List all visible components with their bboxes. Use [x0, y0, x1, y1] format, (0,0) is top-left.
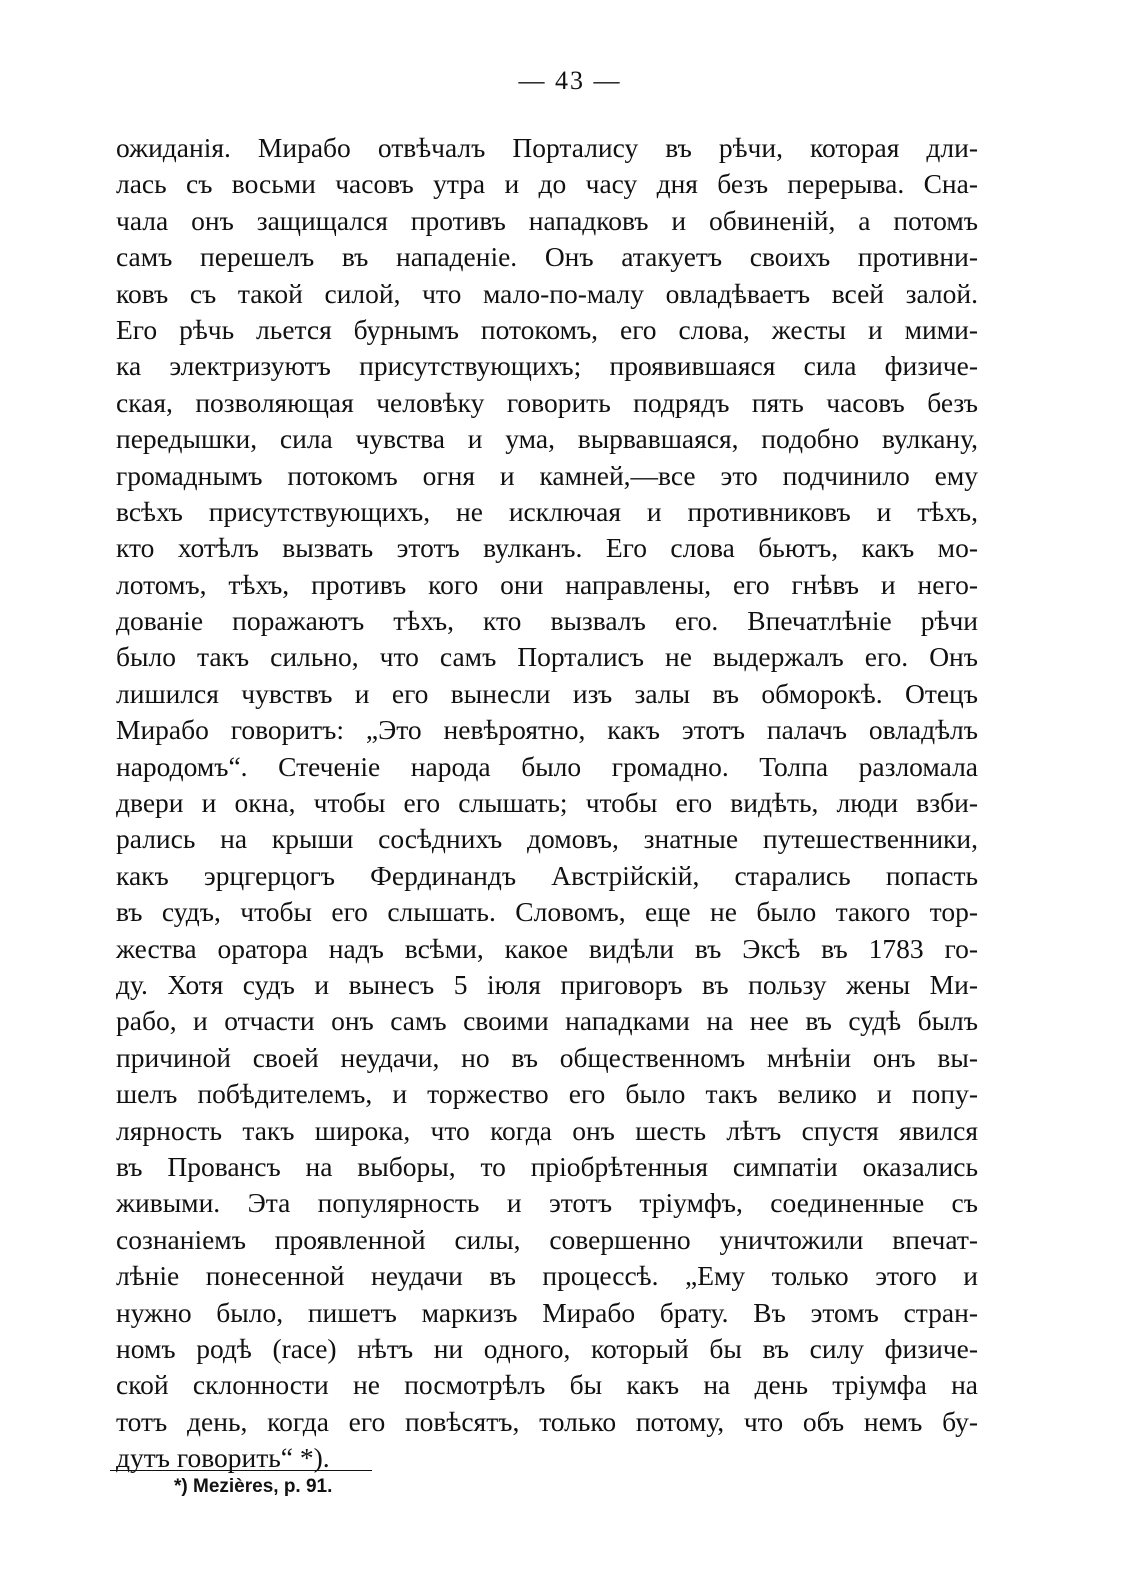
text-line: громаднымъ потокомъ огня и камней,—все это подчинило ему	[116, 459, 978, 491]
text-line: всѣхъ присутствующихъ, не исключая и противниковъ и тѣхъ,	[116, 495, 978, 527]
text-line: ка электризуютъ присутствующихъ; проявившаяся сила физиче-	[116, 350, 978, 382]
text-line: ду. Хотя судъ и вынесъ 5 іюля приговоръ въ пользу жены Ми-	[116, 968, 978, 1000]
text-line: двери и окна, чтобы его слышать; чтобы его видѣть, люди взби-	[116, 787, 978, 819]
text-line: жества оратора надъ всѣми, какое видѣли въ Эксѣ въ 1783 го-	[116, 932, 978, 964]
text-line: лотомъ, тѣхъ, противъ кого они направлены, его гнѣвъ и него-	[116, 568, 978, 600]
page-number: — 43 —	[518, 66, 622, 95]
text-line: чала онъ защищался противъ нападковъ и обвиненій, а потомъ	[116, 204, 978, 236]
text-line: ожиданія. Мирабо отвѣчалъ Порталису въ рѣчи, которая дли-	[116, 132, 978, 163]
text-line: лась съ восьми часовъ утра и до часу дня безъ перерыва. Сна-	[116, 168, 978, 200]
body-text	[116, 130, 978, 1476]
text-line: тотъ день, когда его повѣсятъ, только потому, что объ немъ бу-	[116, 1405, 978, 1437]
text-line: народомъ“. Стеченіе народа было громадно. Толпа разломала	[116, 750, 978, 782]
text-line: Мирабо говоритъ: „Это невѣроятно, какъ этотъ палачъ овладѣлъ	[116, 714, 978, 746]
text-line: Его рѣчь льется бурнымъ потокомъ, его слова, жесты и мими-	[116, 313, 978, 345]
text-line: кто хотѣлъ вызвать этотъ вулканъ. Его слова бьютъ, какъ мо-	[116, 532, 978, 564]
text-line: какъ эрцгерцогъ Фердинандъ Австрійскій, старались попасть	[116, 859, 978, 891]
text-line: лишился чувствъ и его вынесли изъ залы въ обморокѣ. Отецъ	[116, 677, 978, 709]
text-line: дованіе поражаютъ тѣхъ, кто вызвалъ его. Впечатлѣніе рѣчи	[116, 605, 978, 637]
text-line: рабо, и отчасти онъ самъ своими нападками на нее въ судѣ былъ	[116, 1005, 978, 1037]
text-line: причиной своей неудачи, но въ общественномъ мнѣніи онъ вы-	[116, 1041, 978, 1073]
text-line: ковъ съ такой силой, что мало-по-малу овладѣваетъ всей залой.	[116, 277, 978, 309]
text-line: шелъ побѣдителемъ, и торжество его было такъ велико и попу-	[116, 1078, 978, 1110]
text-line: нужно было, пишетъ маркизъ Мирабо брату. Въ этомъ стран-	[116, 1296, 978, 1328]
text-line: рались на крыши сосѣднихъ домовъ, знатные путешественники,	[116, 823, 978, 855]
text-line: ской склонности не посмотрѣлъ бы какъ на день тріумфа на	[116, 1369, 978, 1401]
text-line: номъ родѣ (race) нѣтъ ни одного, который бы въ силу физиче-	[116, 1332, 978, 1364]
footnote: *) Mezières, p. 91.	[174, 1476, 333, 1497]
footnote-divider	[110, 1470, 372, 1471]
text-line: самъ перешелъ въ нападеніе. Онъ атакуетъ своихъ противни-	[116, 241, 978, 273]
text-line: было такъ сильно, что самъ Порталисъ не выдержалъ его. Онъ	[116, 641, 978, 673]
text-line: въ судъ, чтобы его слышать. Словомъ, еще не было такого тор-	[116, 896, 978, 928]
text-line: передышки, сила чувства и ума, вырвавшаяся, подобно вулкану,	[116, 423, 978, 455]
text-line: лярность такъ широка, что когда онъ шесть лѣтъ спустя явился	[116, 1114, 978, 1146]
text-line: въ Провансъ на выборы, то пріобрѣтенныя симпатіи оказались	[116, 1150, 978, 1182]
text-line: живыми. Эта популярность и этотъ тріумфъ, соединенные съ	[116, 1187, 978, 1219]
text-line-last: дутъ говорить“ *).	[116, 1442, 330, 1474]
text-line: ская, позволяющая человѣку говорить подрядъ пять часовъ безъ	[116, 386, 978, 418]
text-line: лѣніе понесенной неудачи въ процессѣ. „Ему только этого и	[116, 1260, 978, 1292]
text-line: сознаніемъ проявленной силы, совершенно уничтожили впечат-	[116, 1223, 978, 1255]
